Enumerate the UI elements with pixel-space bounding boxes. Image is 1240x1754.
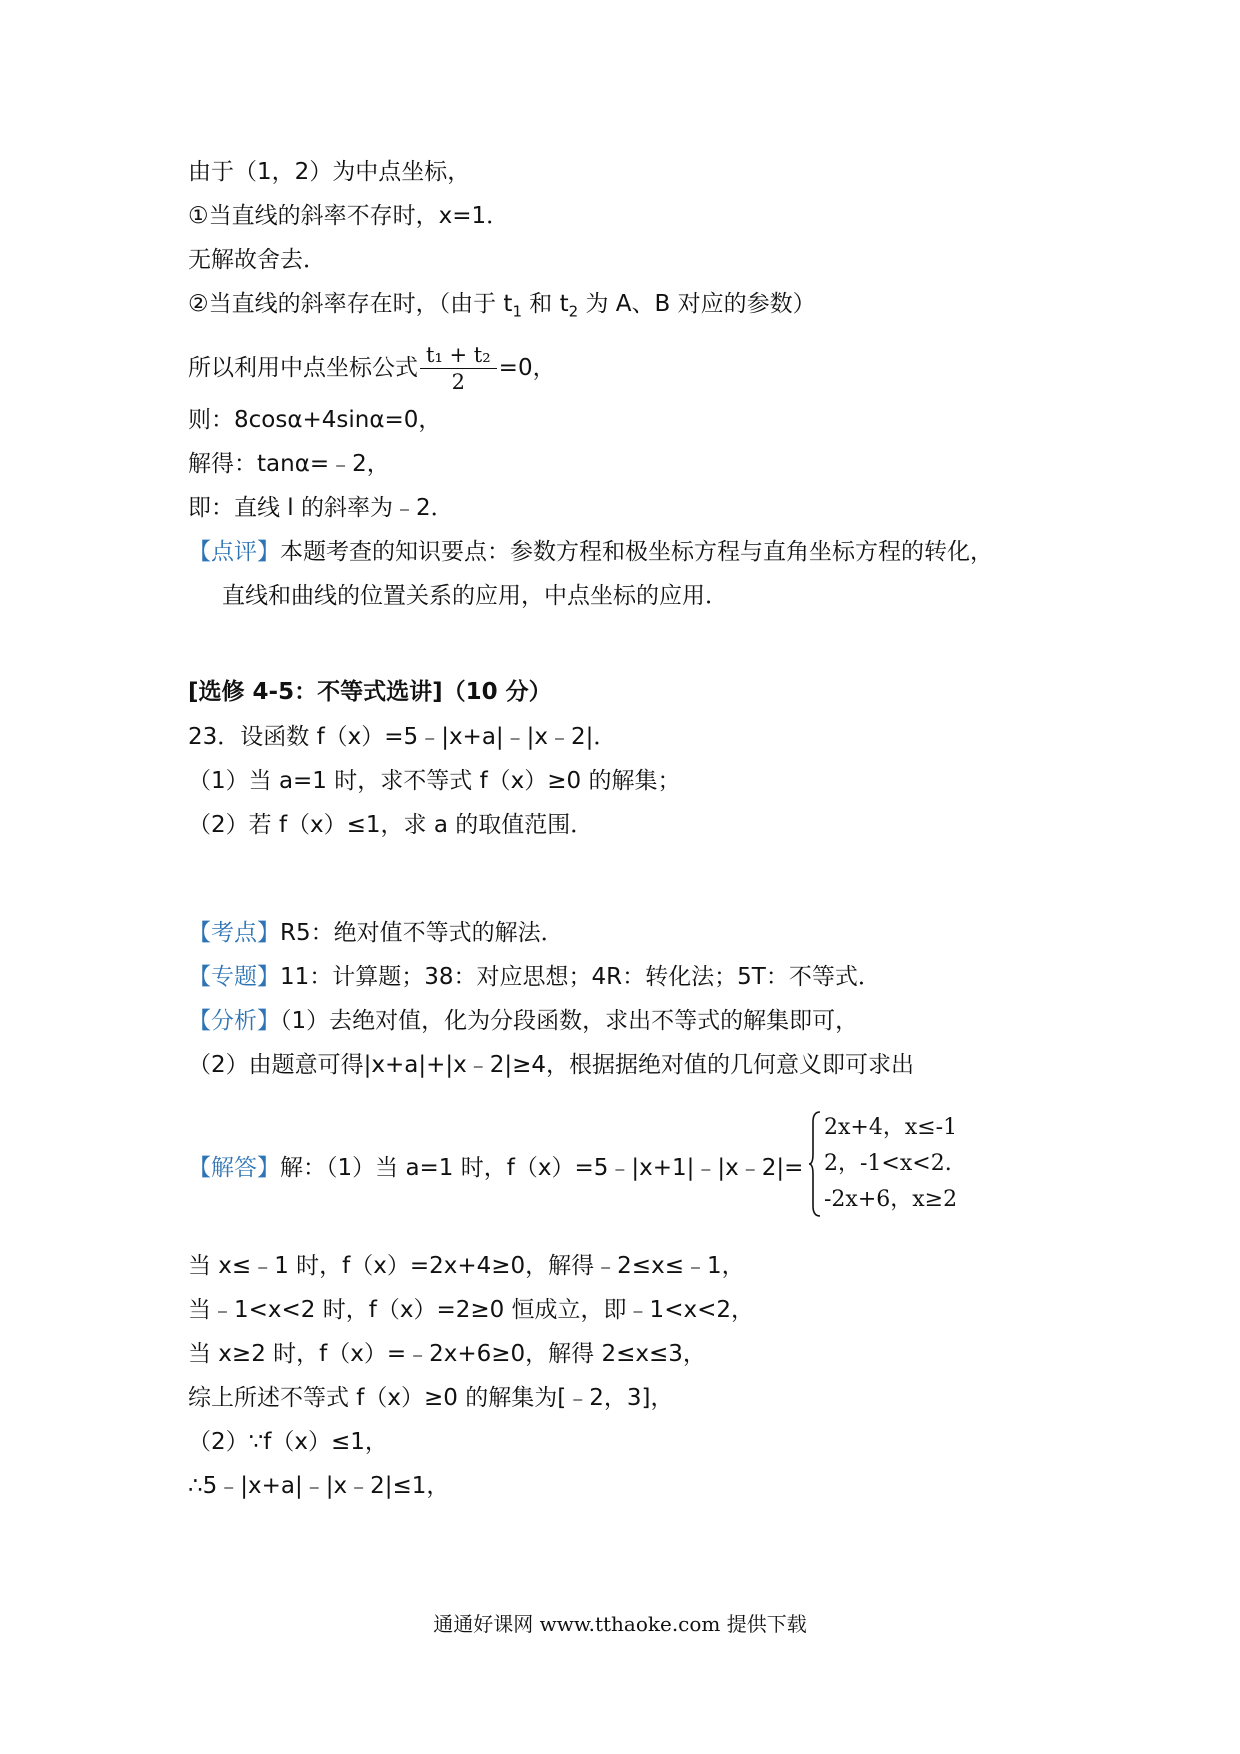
fenxi-line	[188, 1006, 858, 1036]
kaodian-tag: 【考点】	[188, 920, 280, 946]
fenxi-tag: 【分析】	[188, 1008, 280, 1034]
line-midpoint-formula	[188, 342, 556, 395]
subscript: 1	[512, 302, 522, 321]
fraction	[420, 342, 497, 395]
zhuanti-tag: 【专题】	[188, 964, 280, 990]
page-footer: 通通好课网 www.tthaoke.com 提供下载	[433, 1612, 807, 1636]
line-midpoint: 由于（1，2）为中点坐标，	[188, 159, 471, 185]
piecewise-case-3: -2x+6，x≥2	[824, 1187, 958, 1212]
question-23-part1: （1）当 a=1 时，求不等式 f（x）≥0 的解集；	[188, 768, 681, 794]
text: ②当直线的斜率存在时，（由于 t	[188, 291, 513, 317]
piecewise-function	[808, 1110, 957, 1218]
jieda-line	[188, 1153, 803, 1183]
jieda-text: 解：（1）当 a=1 时，f（x）=5﹣|x+1|﹣|x﹣2|=	[280, 1155, 804, 1181]
kaodian-text: R5：绝对值不等式的解法．	[280, 920, 564, 946]
fenxi-line-2: （2）由题意可得|x+a|+|x﹣2|≥4，根据据绝对值的几何意义即可求出	[188, 1052, 915, 1078]
line-no-solution: 无解故舍去．	[188, 247, 326, 273]
solution-step-4: 综上所述不等式 f（x）≥0 的解集为[﹣2，3]，	[188, 1385, 674, 1411]
section-heading: [选修 4-5：不等式选讲]（10 分）	[188, 679, 552, 705]
solution-step-6: ∴5﹣|x+a|﹣|x﹣2|≤1，	[188, 1473, 450, 1499]
review-line	[188, 537, 993, 567]
line-case2	[188, 289, 816, 327]
review-text: 本题考查的知识要点：参数方程和极坐标方程与直角坐标方程的转化，	[280, 539, 993, 565]
text: 所以利用中点坐标公式	[188, 355, 418, 381]
piecewise-case-1: 2x+4，x≤-1	[824, 1115, 958, 1140]
line-tan: 解得：tanα=﹣2，	[188, 451, 390, 477]
solution-step-2: 当﹣1<x<2 时，f（x）=2≥0 恒成立，即﹣1<x<2，	[188, 1297, 754, 1323]
solution-step-3: 当 x≥2 时，f（x）=﹣2x+6≥0，解得 2≤x≤3，	[188, 1341, 706, 1367]
zhuanti-text: 11：计算题；38：对应思想；4R：转化法；5T：不等式．	[280, 964, 881, 990]
left-brace	[808, 1110, 822, 1218]
line-slope: 即：直线 l 的斜率为﹣2．	[188, 495, 454, 521]
text: =0，	[498, 355, 556, 381]
jieda-tag: 【解答】	[188, 1155, 280, 1181]
review-line-2: 直线和曲线的位置关系的应用，中点坐标的应用．	[222, 583, 728, 609]
line-equation: 则：8cosα+4sinα=0，	[188, 407, 442, 433]
text: 和 t	[522, 291, 569, 317]
piecewise-case-2: 2，-1<x<2.	[824, 1151, 952, 1176]
line-case1: ①当直线的斜率不存时，x=1．	[188, 203, 510, 229]
kaodian-line	[188, 918, 564, 948]
fraction-denominator: 2	[451, 370, 466, 394]
question-23-part2: （2）若 f（x）≤1，求 a 的取值范围．	[188, 812, 594, 838]
subscript: 2	[568, 302, 579, 321]
review-tag: 【点评】	[188, 539, 280, 565]
fenxi-text: （1）去绝对值，化为分段函数，求出不等式的解集即可，	[280, 1008, 859, 1034]
fraction-numerator: t₁ + t₂	[420, 342, 497, 369]
solution-step-5: （2）∵f（x）≤1，	[188, 1429, 388, 1455]
solution-step-1: 当 x≤﹣1 时，f（x）=2x+4≥0，解得﹣2≤x≤﹣1，	[188, 1253, 745, 1279]
text: 为 A、B 对应的参数）	[578, 291, 816, 317]
question-23: 23．设函数 f（x）=5﹣|x+a|﹣|x﹣2|．	[188, 724, 617, 750]
zhuanti-line	[188, 962, 881, 992]
